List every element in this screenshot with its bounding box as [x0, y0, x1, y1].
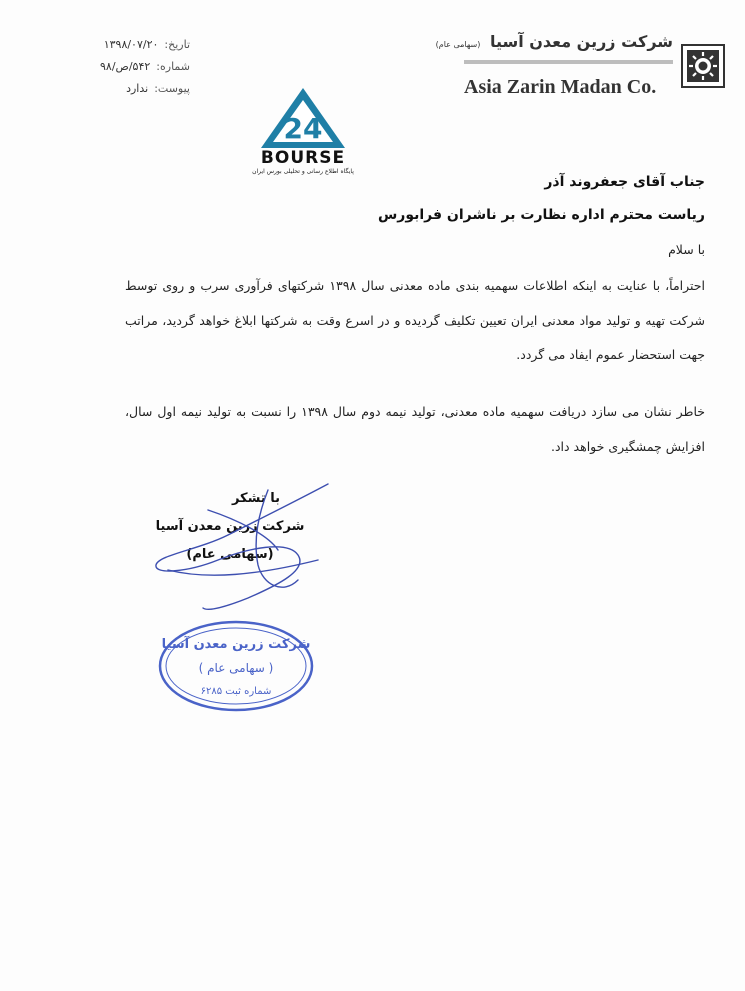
attachment-value: ندارد [126, 82, 149, 95]
company-name-en: Asia Zarin Madan Co. [464, 76, 657, 98]
bourse-triangle-icon [247, 86, 359, 150]
company-name-fa [436, 32, 673, 51]
addressee-block [378, 166, 705, 232]
closing-thanks: با تشکر [231, 491, 280, 506]
seal-text-2: ( سهامی عام ) [198, 661, 274, 675]
attachment-label: پیوست: [154, 82, 190, 95]
closing-company: شرکت زرین معدن آسیا [155, 519, 305, 534]
body-paragraph-2: خاطر نشان می سازد دریافت سهمیه ماده معدنی، تولید نیمه دوم سال ۱۳۹۸ را نسبت به تولید نیمه اول سال، افزایش چمشگیری خواهد داد. [125, 404, 705, 454]
number-value: ۵۴۲/ص/۹۸ [100, 60, 151, 73]
bourse-logo [247, 86, 359, 181]
seal-text-3: شماره ثبت ۶۲۸۵ [200, 686, 272, 697]
date-label: تاریخ: [164, 38, 190, 51]
seal-text-1: شرکت زرین معدن آسیا [161, 637, 311, 652]
company-name-fa-suffix: (سهامی عام) [435, 40, 481, 49]
greeting: با سلام [668, 242, 705, 257]
company-seal [156, 618, 316, 714]
number-label: شماره: [156, 60, 190, 73]
letterhead-rule [464, 60, 673, 64]
addressee-title: ریاست محترم اداره نظارت بر ناشران فرابورس [377, 207, 705, 223]
date-row [80, 34, 190, 56]
bourse-wordmark: BOURSE [260, 148, 346, 168]
number-row [80, 56, 190, 78]
date-value: ۱۳۹۸/۰۷/۲۰ [103, 38, 159, 51]
company-letterhead [435, 28, 735, 103]
bourse-tagline: پایگاه اطلاع رسانی و تحلیلی بورس ایران [252, 168, 354, 175]
letter-meta [80, 34, 190, 100]
handwritten-signature [148, 480, 348, 620]
body-paragraph-1: احتراماً، با عنایت به اینکه اطلاعات سهمیه بندی ماده معدنی سال ۱۳۹۸ شرکتهای فرآوری سرب و روی توسط شرکت تهیه و تولید مواد معدنی ایران تعیین تکلیف گردیده و در اسرع وقت به شرکتها ابلاغ خواهد گردید، مراتب جهت استحضار عموم ایفاد می گردد. [125, 278, 705, 362]
company-name-fa-text: شرکت زرین معدن آسیا [489, 32, 673, 51]
closing-company-type: (سهامی عام) [186, 547, 274, 562]
attachment-row [80, 78, 190, 100]
svg-text:24: 24 [283, 112, 323, 145]
addressee-name: جناب آقای جعفروند آذر [544, 174, 705, 190]
company-logo-icon [681, 44, 725, 88]
